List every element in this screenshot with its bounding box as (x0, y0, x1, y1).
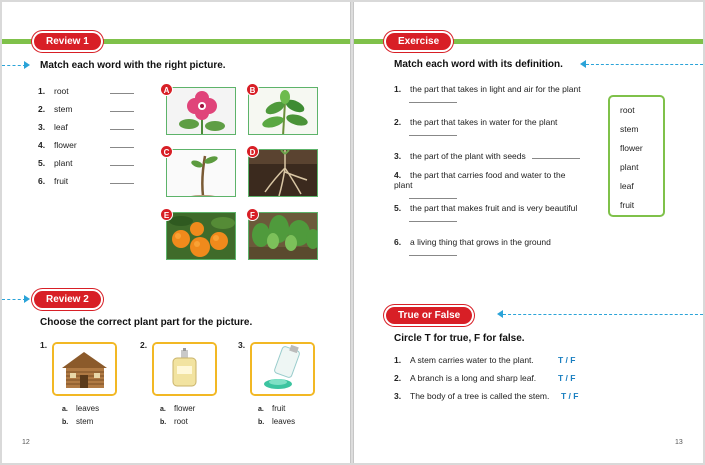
tf-statement (394, 391, 549, 401)
review2-label: Review 2 (34, 291, 101, 308)
tf-text: The body of a tree is called the stem. (410, 391, 550, 401)
option-a[interactable] (160, 404, 195, 413)
definition-text: the part that takes in water for the plant (410, 117, 558, 127)
right-page (354, 2, 703, 463)
word-row (38, 122, 134, 132)
answer-blank[interactable] (409, 198, 457, 199)
word-bank-item: plant (620, 162, 639, 172)
word-text: stem (54, 104, 73, 114)
word-number: 6. (38, 176, 46, 186)
word-bank-item: fruit (620, 200, 635, 210)
option-text: leaves (272, 417, 296, 426)
tf-statement (394, 355, 534, 365)
definition-row (394, 151, 584, 161)
arrow-head-icon (24, 61, 30, 69)
roots-photo (248, 149, 318, 197)
option-letter: a. (160, 406, 166, 413)
definition-text: the part that makes fruit and is very beautiful (410, 203, 578, 213)
word-bank-item: leaf (620, 181, 634, 191)
exercise-instruction: Match each word with its definition. (394, 59, 563, 70)
option-a[interactable] (258, 404, 285, 413)
word-number: 2. (38, 104, 46, 114)
option-b[interactable] (258, 417, 295, 426)
review1-label: Review 1 (34, 33, 101, 50)
word-text: plant (54, 158, 73, 168)
option-letter: b. (62, 419, 69, 426)
tf-statement (394, 373, 536, 383)
answer-blank[interactable] (409, 102, 457, 103)
word-row (38, 86, 134, 96)
word-bank-item: flower (620, 143, 643, 153)
word-bank (608, 95, 665, 217)
exercise-label: Exercise (386, 33, 451, 50)
photo-badge: C (160, 145, 173, 158)
definition-row (394, 84, 584, 103)
tf-number: 1. (394, 355, 402, 365)
option-letter: b. (258, 419, 265, 426)
word-row (38, 176, 134, 186)
definition-row (394, 117, 584, 136)
option-letter: a. (258, 406, 264, 413)
word-number: 1. (38, 86, 46, 96)
word-bank-item: stem (620, 124, 639, 134)
tf-choice[interactable]: T / F (558, 373, 576, 383)
word-text: flower (54, 140, 77, 150)
tf-number: 3. (394, 391, 402, 401)
left-page (2, 2, 350, 463)
item-number: 3. (238, 340, 246, 350)
definition-row (394, 203, 584, 222)
word-text: leaf (54, 122, 68, 132)
review2-instruction: Choose the correct plant part for the picture. (40, 317, 253, 328)
true-false-instruction: Circle T for true, F for false. (394, 333, 525, 344)
tf-choice[interactable]: T / F (558, 355, 576, 365)
perfume-bottle-icon (152, 342, 217, 396)
option-letter: a. (62, 406, 68, 413)
oranges-photo (166, 212, 236, 260)
answer-blank[interactable] (110, 93, 134, 94)
textbook-spread (2, 2, 703, 463)
pointer-arrow (2, 65, 26, 66)
word-row (38, 158, 134, 168)
lotion-bottle-icon (250, 342, 315, 396)
photo-badge: A (160, 83, 173, 96)
tf-text: A stem carries water to the plant. (410, 355, 534, 365)
arrow-head-icon (24, 295, 30, 303)
photo-badge: F (246, 208, 259, 221)
item-number: 1. (40, 340, 48, 350)
item-number: 2. (140, 340, 148, 350)
green-plants-photo (248, 212, 318, 260)
tf-text: A branch is a long and sharp leaf. (410, 373, 537, 383)
pink-flower-photo (166, 87, 236, 135)
stem-photo (166, 149, 236, 197)
photo-badge: B (246, 83, 259, 96)
definition-row (394, 170, 584, 199)
photo-badge: D (246, 145, 259, 158)
answer-blank[interactable] (409, 255, 457, 256)
definition-text: the part of the plant with seeds (410, 151, 526, 161)
option-text: leaves (76, 404, 100, 413)
tf-choice[interactable]: T / F (561, 391, 579, 401)
answer-blank[interactable] (409, 221, 457, 222)
word-text: root (54, 86, 69, 96)
option-a[interactable] (62, 404, 99, 413)
answer-blank[interactable] (532, 158, 580, 159)
definition-number: 6. (394, 237, 402, 247)
definition-number: 5. (394, 203, 402, 213)
log-cabin-icon (52, 342, 117, 396)
answer-blank[interactable] (409, 135, 457, 136)
review1-instruction: Match each word with the right picture. (40, 60, 226, 71)
photo-badge: E (160, 208, 173, 221)
definition-number: 1. (394, 84, 402, 94)
pointer-arrow (586, 64, 703, 65)
word-row (38, 140, 134, 150)
definition-number: 4. (394, 170, 402, 180)
answer-blank[interactable] (110, 129, 134, 130)
definition-number: 3. (394, 151, 402, 161)
word-number: 4. (38, 140, 46, 150)
page-number: 12 (22, 439, 30, 446)
leafy-plant-photo (248, 87, 318, 135)
definition-row (394, 237, 584, 256)
word-row (38, 104, 134, 114)
option-text: root (174, 417, 188, 426)
answer-blank[interactable] (110, 165, 134, 166)
pointer-arrow (2, 299, 26, 300)
definition-text: the part that carries food and water to the plant (394, 170, 566, 190)
word-text: fruit (54, 176, 69, 186)
option-b[interactable] (160, 417, 188, 426)
answer-blank[interactable] (110, 111, 134, 112)
option-letter: b. (160, 419, 167, 426)
answer-blank[interactable] (110, 183, 134, 184)
answer-blank[interactable] (110, 147, 134, 148)
word-bank-item: root (620, 105, 635, 115)
option-text: fruit (272, 404, 286, 413)
definition-text: a living thing that grows in the ground (410, 237, 551, 247)
word-number: 3. (38, 122, 46, 132)
tf-number: 2. (394, 373, 402, 383)
definition-number: 2. (394, 117, 402, 127)
pointer-arrow (503, 314, 703, 315)
option-b[interactable] (62, 417, 93, 426)
definition-text: the part that takes in light and air for the plant (410, 84, 581, 94)
option-text: stem (76, 417, 94, 426)
word-number: 5. (38, 158, 46, 168)
page-number: 13 (675, 439, 683, 446)
true-false-label: True or False (386, 307, 472, 324)
option-text: flower (174, 404, 196, 413)
